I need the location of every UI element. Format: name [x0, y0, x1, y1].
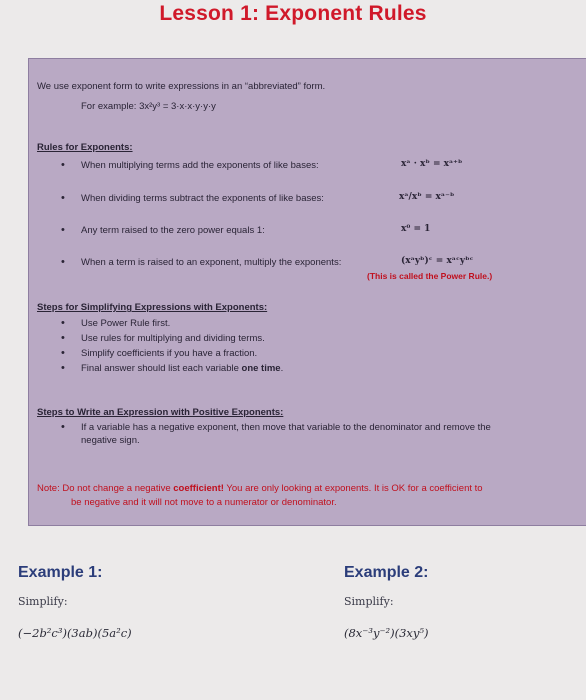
positive-step-line2: negative sign. [81, 435, 140, 446]
rule-zero: • Any term raised to the zero power equals 1: [81, 225, 265, 236]
step-2: • Use rules for multiplying and dividing terms. [81, 333, 265, 344]
step-4: • Final answer should list each variable one time. [81, 363, 283, 374]
rule-power-formula: (xᵃyᵇ)ᶜ = xᵃᶜyᵇᶜ [401, 256, 474, 266]
rule-multiply-formula: xᵃ · xᵇ = xᵃ⁺ᵇ [401, 159, 463, 169]
rule-divide-formula: xᵃ/xᵇ = xᵃ⁻ᵇ [399, 192, 455, 202]
note-line1: Note: Do not change a negative coefficient! You are only looking at exponents. It is OK for a coefficient to [37, 483, 483, 494]
rule-power: • When a term is raised to an exponent, multiply the exponents: [81, 257, 341, 268]
example-line: For example: 3x²y³ = 3·x·x·y·y·y [81, 101, 216, 112]
rules-heading: Rules for Exponents: [37, 142, 133, 153]
note-line2: be negative and it will not move to a numerator or denominator. [71, 497, 337, 508]
step-1: • Use Power Rule first. [81, 318, 170, 329]
steps-positive-heading: Steps to Write an Expression with Positive Exponents: [37, 407, 284, 418]
example-2-prompt: Simplify: [344, 595, 394, 608]
example-1-expression: (−2b²c³)(3ab)(5a²c) [18, 626, 132, 640]
power-rule-note: (This is called the Power Rule.) [367, 271, 493, 281]
rule-zero-formula: x⁰ = 1 [401, 224, 431, 234]
steps-simplify-heading: Steps for Simplifying Expressions with Exponents: [37, 302, 268, 313]
rule-multiply: • When multiplying terms add the exponents of like bases: [81, 160, 319, 171]
example-1-prompt: Simplify: [18, 595, 68, 608]
example-2-expression: (8x⁻³y⁻²)(3xy⁵) [344, 626, 429, 640]
step-3: • Simplify coefficients if you have a fraction. [81, 348, 257, 359]
rules-box [28, 58, 586, 526]
positive-step-line1: • If a variable has a negative exponent, then move that variable to the denominator and remove the [81, 422, 491, 433]
example-2-title: Example 2: [344, 564, 429, 581]
page-title: Lesson 1: Exponent Rules [159, 2, 427, 25]
example-1-title: Example 1: [18, 564, 103, 581]
rule-divide: • When dividing terms subtract the exponents of like bases: [81, 193, 324, 204]
intro-text: We use exponent form to write expressions in an “abbreviated” form. [37, 81, 326, 92]
